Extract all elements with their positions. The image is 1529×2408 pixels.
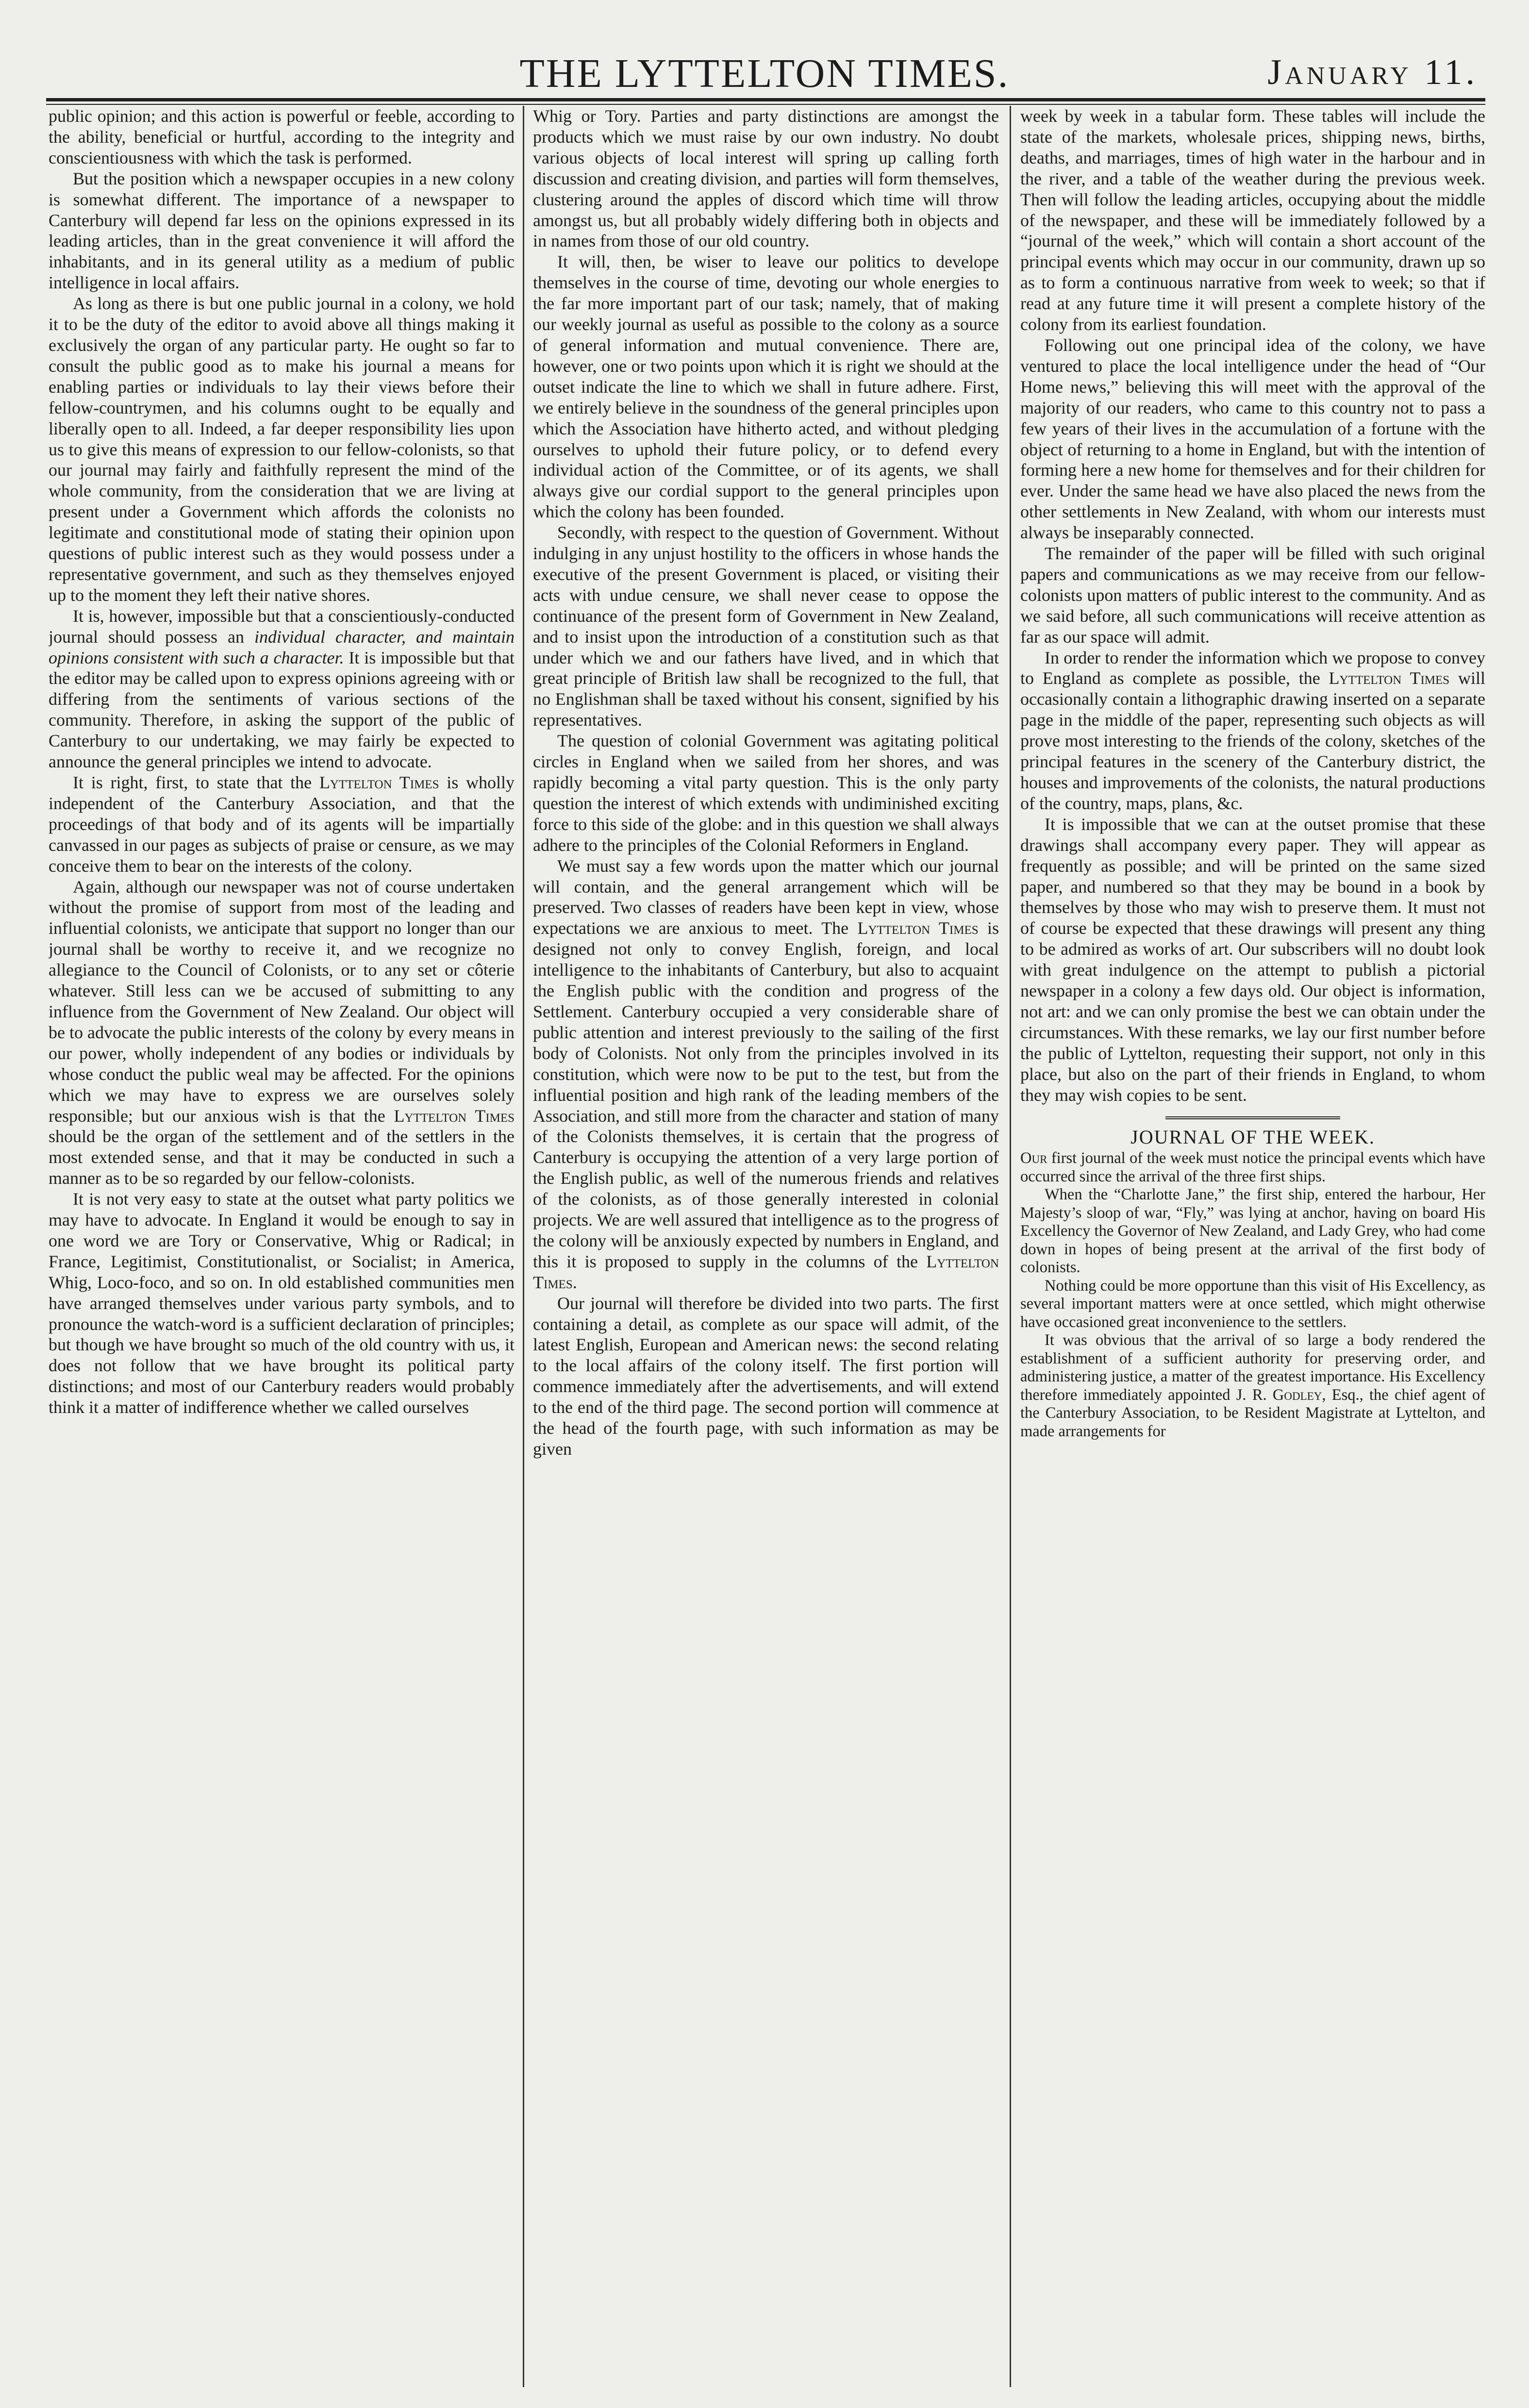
column-divider [1010, 106, 1011, 2387]
paragraph [49, 772, 515, 877]
paragraph: Our journal will therefore be divided into two parts. The first containing a detail, as complete as our space will admit, of the latest English, European and American news: the second relating to the local affairs of the colony itself. The first portion will commence immediately after the advertisements, and will extend to the end of the third page. The second portion will commence at the head of the fourth page, with such information as may be given [533, 1293, 999, 1459]
text-run: It is, however, impossible but that a conscientiously-conducted journal should possess an [49, 606, 515, 647]
text-run: . [572, 1272, 577, 1292]
paragraph: It is not very easy to state at the outset what party politics we may have to advocate. In England it would be enough to say in one word we are Tory or Conservative, Whig or Radical; in France, Legitimist, Constitutionalist, or Socialist; in America, Whig, Loco-foco, and so on. In old established communities men have arranged themselves under various party symbols, and to pronounce the watch-word is a sufficient declaration of principles; but though we have brought so much of the old country with us, it does not follow that we have brought its political party distinctions; and most of our Canterbury readers would probably think it a matter of indifference whether we called ourselves [49, 1189, 515, 1417]
text-run: is designed not only to convey English, foreign, and local intelligence to the inhabitants of Canterbury, but also to acquaint the English public with the condition and progress of the Settlement. Canterbury occupied a very considerable share of public attention and interest previously to the sailing of the first body of Colonists. Not only from the principles involved in its constitution, which were now to be put to the test, but from the influential position and high rank of the leading members of the Association, and still more from the character and station of many of the Colonists themselves, it is certain that the progress of Canterbury is occupying the attention of a very large portion of the English public, as well of the numerous friends and relatives of the colonists, as of those generally interested in colonial projects. We are well assured that intelligence as to the progress of the colony will be anxiously expected by numbers in England, and this it is proposed to supply in the columns of the [533, 918, 999, 1271]
newspaper-name: Lyttelton Times [857, 918, 979, 938]
text-run: , Esq., the chief agent of the Canterbury Association, to be Resident Magistrate at Lyttelton, and made arrangements for [1020, 1386, 1485, 1440]
text-run: first journal of the week must notice the principal events which have occurred since the arrival of the three first ships. [1020, 1149, 1485, 1185]
paragraph: Whig or Tory. Parties and party distinctions are amongst the products which we must raise by our own industry. No doubt various objects of local interest will spring up calling forth discussion and creating division, and parties will form themselves, clustering around the apples of discord which time will throw amongst us, but all probably widely differing both in objects and in names from those of our old country. [533, 106, 999, 251]
person-name: J. R. Godley [1236, 1386, 1322, 1404]
newspaper-name: Lyttelton Times [1329, 668, 1450, 688]
paragraph [1020, 1149, 1485, 1186]
paragraph: The remainder of the paper will be filled with such original papers and communications as we may receive from our fellow-colonists upon matters of public interest to the community. And as we said before, all such communications will receive attention as far as our space will admit. [1020, 544, 1485, 647]
masthead-rule [46, 98, 1485, 101]
paragraph [533, 856, 999, 1293]
text-run: In order to render the information which we propose to convey to England as complete as possible, the [1020, 648, 1485, 688]
newspaper-name: Lyttelton Times [533, 1251, 999, 1292]
section-divider [1165, 1116, 1340, 1120]
paragraph [49, 606, 515, 772]
paragraph: It will, then, be wiser to leave our politics to develope themselves in the course of time, devoting our whole energies to the far more important part of our task; namely, that of making our weekly journal as useful as possible to the colony as a source of general information and mutual convenience. There are, however, one or two points upon which it is right we should at the outset indicate the line to which we shall in future adhere. First, we entirely believe in the soundness of the general principles upon which the Association have hitherto acted, and without pledging ourselves to uphold their future policy, or to defend every individual action of the Committee, or of its agents, we shall always give our cordial support to the general principles upon which the colony has been founded. [533, 252, 999, 522]
paragraph: But the position which a newspaper occupies in a new colony is somewhat different. The importance of a newspaper to Canterbury will depend far less on the opinions expressed in its leading articles, than in the great convenience it will afford the inhabitants, and in its general utility as a medium of public intelligence in local affairs. [49, 168, 515, 293]
paragraph: It is impossible that we can at the outset promise that these drawings shall accompany every paper. They will appear as frequently as possible; and will be printed on the same sized paper, and numbered so that they may be bound in a book by themselves by those who may wish to preserve them. It must not of course be expected that these drawings will present any thing to be admired as works of art. Our subscribers will no doubt look with great indulgence on the attempt to publish a pictorial newspaper in a colony a few days old. Our object is information, not art: and we can only promise the best we can obtain under the circumstances. With these remarks, we lay our first number before the public of Lyttelton, requesting their support, not only in this place, but also on the part of their friends in England, to whom they may wish copies to be sent. [1020, 814, 1485, 1105]
text-run: It was obvious that the arrival of so large a body rendered the establishment of a sufficient authority for preserving order, and administering justice, a matter of the greatest importance. His Excellency therefore immediately appointed [1020, 1331, 1485, 1404]
paragraph: Following out one principal idea of the colony, we have ventured to place the local intelligence under the head of “Our Home news,” believing this will meet with the approval of the majority of our readers, who came to this country not to pass a few years of their lives in the accumulation of a fortune with the object of returning to a home in England, but with the intention of forming here a new home for themselves and for their children for ever. Under the same head we have also placed the news from the other settlements in New Zealand, with whom our interests must always be inseparably connected. [1020, 335, 1485, 543]
text-run: It is right, first, to state that the [73, 773, 319, 792]
paragraph: Nothing could be more opportune than this visit of His Excellency, as several important matters were at once settled, which might otherwise have occasioned great inconvenience to the settlers. [1020, 1277, 1485, 1331]
paragraph [49, 877, 515, 1189]
paragraph: week by week in a tabular form. These tables will include the state of the markets, wholesale prices, shipping news, births, deaths, and marriages, times of high water in the harbour and in the river, and a table of the weather during the previous week. Then will follow the leading articles, occupying about the middle of the newspaper, and these will be immediately followed by a “journal of the week,” which will contain a short account of the principal events which may occur in our community, drawn up so as to form a continuous narrative from week to week; so that if read at any future time it will present a complete history of the colony from its earliest foundation. [1020, 106, 1485, 334]
column-divider [523, 106, 524, 2387]
text-run: Again, although our newspaper was not of course undertaken without the promise of support from most of the leading and influential colonists, we anticipate that support no longer than our journal shall be worthy to receive it, and we recognize no allegiance to the Council of Colonists, or to any set or côterie whatever. Still less can we be accused of submitting to any influence from the Government of New Zealand. Our object will be to advocate the public interests of the colony by every means in our power, wholly independent of any bodies or individuals by whose conduct the public weal may be affected. For the opinions which we may have to express we are ourselves solely responsible; but our anxious wish is that the [49, 877, 515, 1126]
lead-word: Our [1020, 1149, 1047, 1167]
text-run: It is impossible but that the editor may be called upon to express opinions agreeing with or differing from the sentiments of various sections of the community. Therefore, in asking the support of the public of Canterbury to our undertaking, we may fairly be expected to announce the general principles we intend to advocate. [49, 648, 515, 772]
paragraph: Secondly, with respect to the question of Government. Without indulging in any unjust hostility to the officers in whose hands the executive of the present Government is placed, or visiting their acts with undue censure, we shall never cease to oppose the continuance of the present form of Government in New Zealand, and to insist upon the introduction of a constitution such as that under which we and our fathers have lived, and in which that great principle of British law shall be recognized to the full, that no Englishman shall be taxed without his consent, signified by his representatives. [533, 523, 999, 730]
paragraph [1020, 648, 1485, 814]
masthead-rule-thin [46, 104, 1485, 105]
text-run: will occasionally contain a lithographic drawing inserted on a separate page in the middle of the paper, representing such objects as will prove most interesting to the friends of the colony, sketches of the principal features in the scenery of the Canterbury district, the houses and improvements of the colonists, the natural productions of the country, maps, plans, &c. [1020, 668, 1485, 813]
issue-date: January 11. [1267, 52, 1478, 92]
article-column-2 [533, 106, 999, 2382]
newspaper-title: THE LYTTELTON TIMES. [519, 51, 1010, 96]
newspaper-name: Lyttelton Times [394, 1106, 515, 1126]
paragraph: public opinion; and this action is powerful or feeble, according to the ability, beneficial or hurtful, according to the integrity and conscientiousness with which the task is performed. [49, 106, 515, 167]
paragraph: When the “Charlotte Jane,” the first ship, entered the harbour, Her Majesty’s sloop of war, “Fly,” was lying at anchor, having on board His Excellency the Governor of New Zealand, and Lady Grey, who had come down in hopes of being present at the arrival of the first body of colonists. [1020, 1186, 1485, 1277]
paragraph: The question of colonial Government was agitating political circles in England when we sailed from her shores, and was rapidly becoming a vital party question. This is the only party question the interest of which extends with undiminished exciting force to this side of the globe: and in this question we shall always adhere to the principles of the Colonial Reformers in England. [533, 731, 999, 855]
text-run: is wholly independent of the Canterbury Association, and that the proceedings of that body and of its agents will be impartially canvassed in our pages as subjects of praise or censure, as we may conceive them to bear on the interests of the colony. [49, 773, 515, 876]
italic-text: individual character, and maintain opinions consistent with such a character. [49, 627, 515, 667]
paragraph [1020, 1331, 1485, 1441]
newspaper-name: Lyttelton Times [319, 773, 439, 792]
section-heading: JOURNAL OF THE WEEK. [1130, 1126, 1375, 1148]
text-run: We must say a few words upon the matter which our journal will contain, and the general arrangement which will be preserved. Two classes of readers have been kept in view, whose expectations we are anxious to meet. The [533, 856, 999, 938]
article-column-3 [1020, 106, 1485, 2382]
paragraph: As long as there is but one public journal in a colony, we hold it to be the duty of the editor to avoid above all things making it exclusively the organ of any particular party. He ought so far to consult the public good as to make his journal a means for enabling parties or individuals to lay their views before their fellow-countrymen, and his columns ought to be equally and liberally open to all. Indeed, a far deeper responsibility lies upon us to give this means of expression to our fellow-colonists, so that our journal may fairly and faithfully represent the mind of the whole community, from the consideration that we are living at present under a Government which affords the colonists no legitimate and constitutional mode of stating their opinion upon questions of public interest such as they would possess under a representative government, and such as they themselves enjoyed up to the moment they left their native shores. [49, 294, 515, 605]
masthead [46, 46, 1483, 100]
article-column-1 [49, 106, 515, 2382]
text-run: should be the organ of the settlement and of the settlers in the most extended sense, and that it may be conducted in such a manner as to be so regarded by our fellow-colonists. [49, 1127, 515, 1188]
